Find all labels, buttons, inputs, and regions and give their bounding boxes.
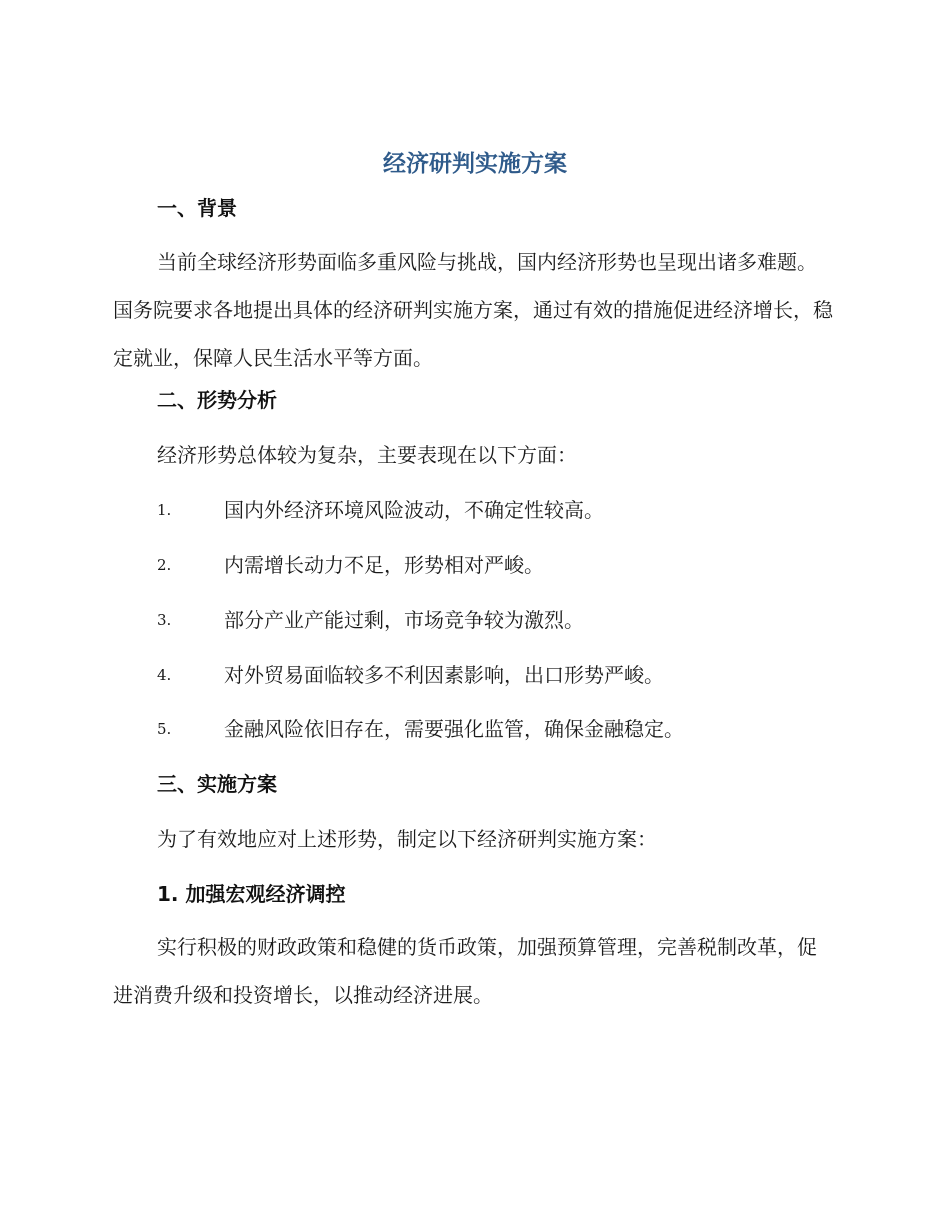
list-item-number: 3. xyxy=(157,611,172,629)
list-item-number: 4. xyxy=(157,666,172,684)
section-heading-plan: 三、实施方案 xyxy=(157,772,277,796)
analysis-intro: 经济形势总体较为复杂，主要表现在以下方面： xyxy=(157,443,577,467)
list-item: 金融风险依旧存在，需要强化监管，确保金融稳定。 xyxy=(224,717,684,741)
list-item: 国内外经济环境风险波动，不确定性较高。 xyxy=(224,498,604,522)
background-paragraph: 当前全球经济形势面临多重风险与挑战，国内经济形势也呈现出诸多难题。国务院要求各地提出具体的经济研判实施方案，通过有效的措施促进经济增长，稳定就业，保障人民生活水平等方面。 xyxy=(113,250,833,370)
list-item: 对外贸易面临较多不利因素影响，出口形势严峻。 xyxy=(224,663,664,687)
list-item-number: 1. xyxy=(157,501,172,519)
plan-intro: 为了有效地应对上述形势，制定以下经济研判实施方案： xyxy=(157,827,657,851)
plan-paragraph: 实行积极的财政政策和稳健的货币政策，加强预算管理，完善税制改革，促进消费升级和投资增长，以推动经济进展。 xyxy=(113,935,817,1007)
list-item: 内需增长动力不足，形势相对严峻。 xyxy=(224,553,544,577)
document-title: 经济研判实施方案 xyxy=(383,151,567,177)
list-item-number: 5. xyxy=(157,720,172,738)
section-heading-analysis: 二、形势分析 xyxy=(157,388,277,412)
section-heading-background: 一、背景 xyxy=(157,196,237,220)
list-item: 部分产业产能过剩，市场竞争较为激烈。 xyxy=(224,608,584,632)
list-item-number: 2. xyxy=(157,556,172,574)
plan-subheading: 1. 加强宏观经济调控 xyxy=(157,882,346,906)
